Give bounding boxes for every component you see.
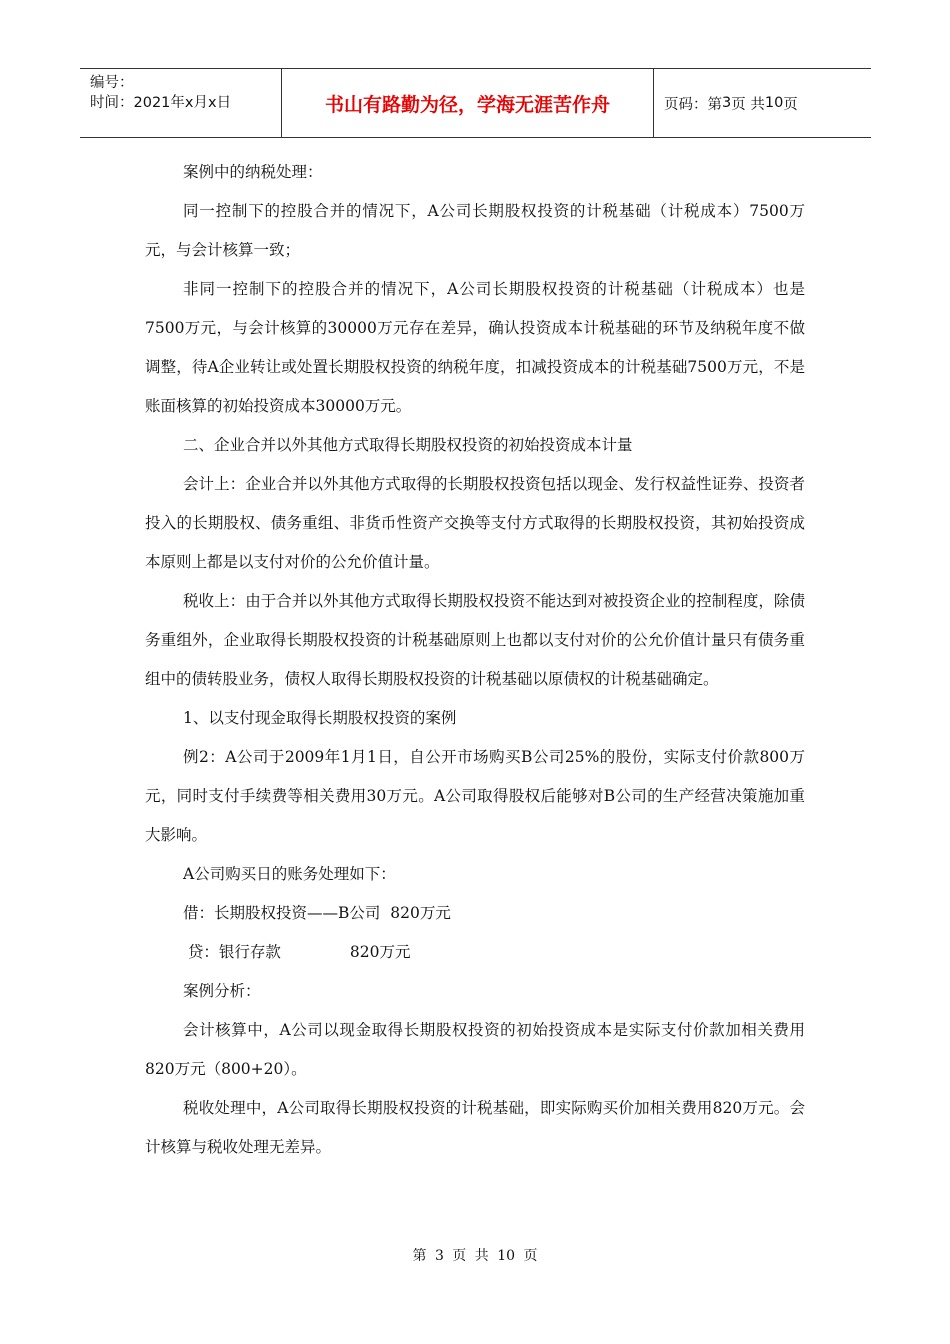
paragraph: 案例中的纳税处理：	[183, 163, 323, 181]
page-current: 3	[722, 95, 732, 111]
journal-entry-credit: 贷：银行存款 820万元	[183, 943, 411, 961]
paragraph: 税收处理中，A公司取得长期股权投资的计税基础，即实际购买价加相关费用820万元。会计核算与税收处理无差异。	[145, 1099, 805, 1156]
page-label-mid: 页 共	[731, 96, 765, 113]
page-header	[80, 68, 871, 138]
paragraph: 会计核算中，A公司以现金取得长期股权投资的初始投资成本是实际支付价款加相关费用820万元（800+20）。	[145, 1021, 805, 1078]
page-label-suffix: 页	[783, 96, 798, 113]
journal-entry-debit: 借：长期股权投资——B公司 820万元	[183, 904, 451, 922]
page-total: 10	[764, 95, 784, 111]
paragraph: A公司购买日的账务处理如下：	[183, 865, 396, 883]
page-footer: 第 3 页 共 10 页	[412, 1248, 538, 1264]
paragraph: 会计上：企业合并以外其他方式取得的长期股权投资包括以现金、发行权益性证券、投资者投入的长期股权、债务重组、非货币性资产交换等支付方式取得的长期股权投资，其初始投资成本原则上都是以支付对价的公允价值计量。	[145, 475, 805, 571]
section-heading: 二、企业合并以外其他方式取得长期股权投资的初始投资成本计量	[183, 436, 633, 454]
time-label: 时间：2021年x月x日	[90, 95, 232, 111]
paragraph: 同一控制下的控股合并的情况下，A公司长期股权投资的计税基础（计税成本）7500万元，与会计核算一致；	[145, 202, 805, 259]
header-motto: 书山有路勤为径，学海无涯苦作舟	[282, 69, 654, 137]
paragraph: 案例分析：	[183, 982, 261, 1000]
number-label: 编号：	[90, 75, 134, 91]
subsection-heading: 1、以支付现金取得长期股权投资的案例	[183, 709, 457, 727]
paragraph: 非同一控制下的控股合并的情况下，A公司长期股权投资的计税基础（计税成本）也是7500万元，与会计核算的30000万元存在差异，确认投资成本计税基础的环节及纳税年度不做调整，待A企业转让或处置长期股权投资的纳税年度，扣减投资成本的计税基础7500万元，不是账面核算的初始投资成本30000万元。	[145, 280, 805, 415]
page-label-prefix: 页码：第	[664, 96, 722, 113]
paragraph: 例2：A公司于2009年1月1日，自公开市场购买B公司25%的股份，实际支付价款800万元，同时支付手续费等相关费用30万元。A公司取得股权后能够对B公司的生产经营决策施加重大影响。	[145, 748, 805, 844]
header-meta	[80, 69, 282, 137]
header-page-number	[654, 69, 871, 137]
document-body	[145, 153, 805, 1167]
paragraph: 税收上：由于合并以外其他方式取得长期股权投资不能达到对被投资企业的控制程度，除债务重组外，企业取得长期股权投资的计税基础原则上也都以支付对价的公允价值计量只有债务重组中的债转股业务，债权人取得长期股权投资的计税基础以原债权的计税基础确定。	[145, 592, 805, 688]
